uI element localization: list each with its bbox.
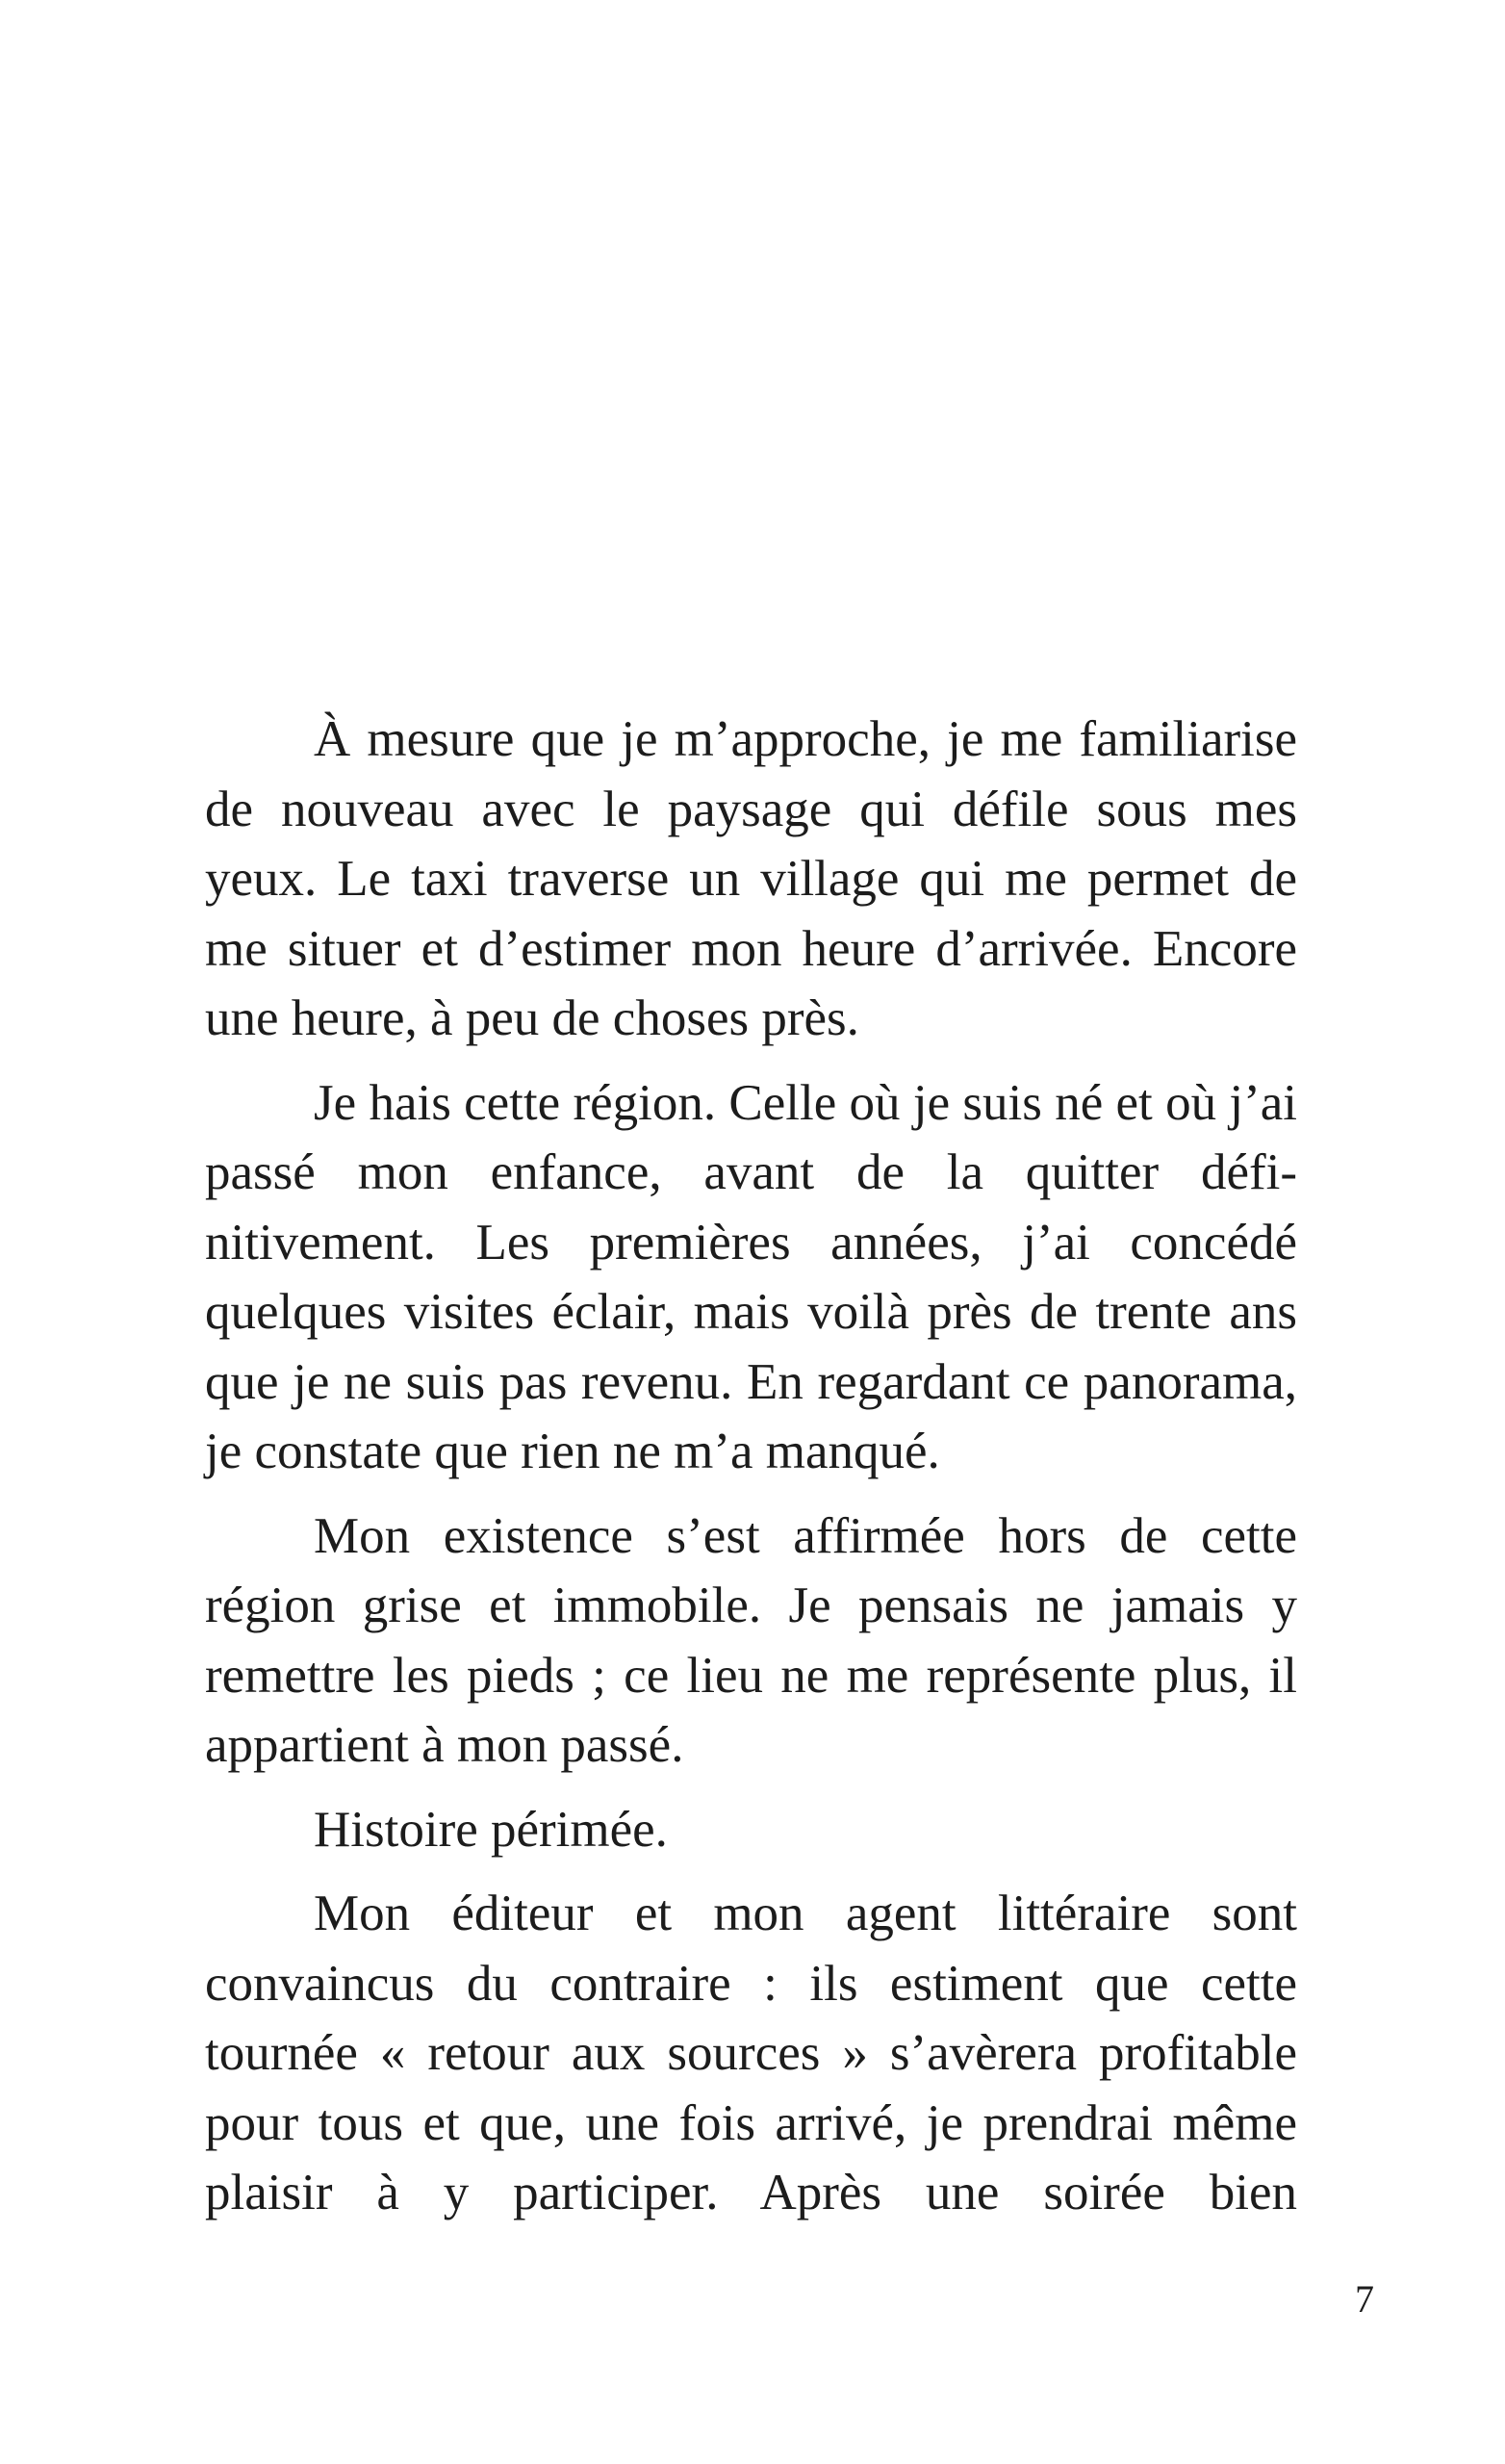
paragraph-5: Mon éditeur et mon agent littéraire sont convaincus du contraire : ils estiment que cette tournée « retour aux sources » s’avèrera profitable pour tous et que, une fois arrivé, je prendrai même plaisir à y participer. Après une soirée bien: [205, 1886, 1297, 2220]
paragraph-2: Je hais cette région. Celle où je suis né et où j’ai passé mon enfance, avant de la quitter définitivement. Les premières années, j’ai concédé quelques visites éclair, mais voilà près de trente ans que je ne suis pas revenu. En regardant ce panorama, je constate que rien ne m’a manqué.: [205, 1074, 1297, 1479]
body-text: [205, 705, 1297, 2243]
page-number: 7: [1355, 2277, 1374, 2321]
paragraph-4: Histoire périmée.: [314, 1801, 668, 1858]
paragraph-3: Mon existence s’est affirmée hors de cette région grise et immobile. Je pensais ne jamais y remettre les pieds ; ce lieu ne me représente plus, il appartient à mon passé.: [205, 1507, 1297, 1773]
paragraph-1: À mesure que je m’approche, je me familiarise de nouveau avec le paysage qui défile sous mes yeux. Le taxi traverse un village qui me permet de me situer et d’estimer mon heure d’arrivée. Encore une heure, à peu de choses près.: [205, 711, 1297, 1046]
